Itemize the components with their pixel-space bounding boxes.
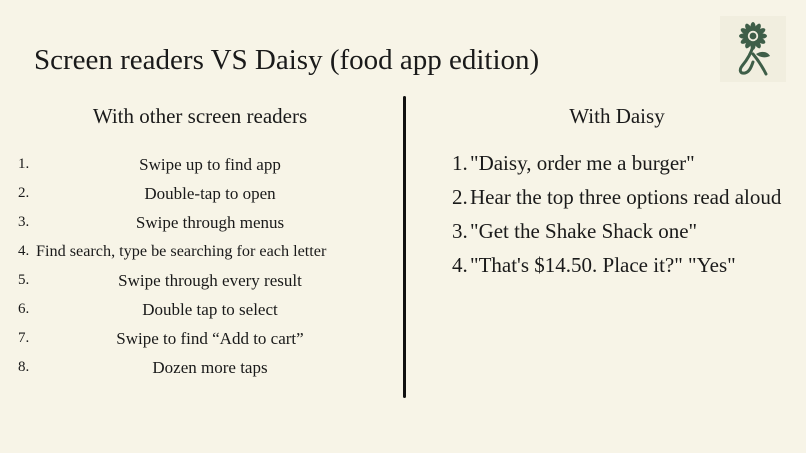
list-item-text: Swipe up to find app	[139, 155, 281, 174]
list-item	[18, 295, 402, 324]
list-item	[18, 324, 402, 353]
list-item-number: 3.	[18, 214, 30, 230]
list-item	[452, 146, 792, 180]
right-column-heading: With Daisy	[569, 104, 665, 128]
list-item-text: Swipe through menus	[135, 213, 285, 232]
daisy-logo	[720, 16, 786, 82]
list-item	[18, 179, 402, 208]
list-item	[18, 237, 402, 266]
list-item-text: Double tap to select	[142, 300, 278, 319]
sunflower-leaf-logo-icon	[720, 16, 786, 82]
list-item	[18, 266, 402, 295]
list-item-number: 6.	[18, 301, 30, 317]
list-item-text: "That's $14.50. Place it?" "Yes"	[470, 253, 736, 277]
list-item-number: 2.	[18, 185, 30, 201]
screen-reader-steps-list	[18, 150, 402, 382]
list-item-text: "Daisy, order me a burger"	[470, 151, 695, 175]
list-item	[18, 353, 402, 382]
list-item	[452, 180, 792, 214]
list-item-text: Hear the top three options read aloud	[470, 185, 782, 209]
list-item-text: Double-tap to open	[144, 184, 276, 203]
list-item-number: 8.	[18, 359, 30, 375]
daisy-steps-list	[452, 146, 792, 282]
list-item	[452, 248, 792, 282]
list-item	[18, 150, 402, 179]
list-item	[452, 214, 792, 248]
list-item-number: 4.	[452, 253, 468, 277]
list-item-number: 5.	[18, 272, 30, 288]
column-divider	[403, 96, 406, 398]
list-item	[18, 208, 402, 237]
list-item-number: 1.	[452, 151, 468, 175]
list-item-number: 2.	[452, 185, 468, 209]
list-item-text: Swipe through every result	[118, 271, 302, 290]
list-item-text: Swipe to find “Add to cart”	[116, 329, 304, 348]
list-item-number: 7.	[18, 330, 30, 346]
slide-title: Screen readers VS Daisy (food app edition)	[34, 44, 540, 76]
list-item-text: Find search, type be searching for each letter	[36, 242, 327, 260]
list-item-number: 4.	[18, 243, 30, 259]
list-item-number: 3.	[452, 219, 468, 243]
list-item-number: 1.	[18, 156, 30, 172]
list-item-text: Dozen more taps	[152, 358, 268, 377]
left-column-heading: With other screen readers	[92, 104, 308, 128]
list-item-text: "Get the Shake Shack one"	[470, 219, 698, 243]
